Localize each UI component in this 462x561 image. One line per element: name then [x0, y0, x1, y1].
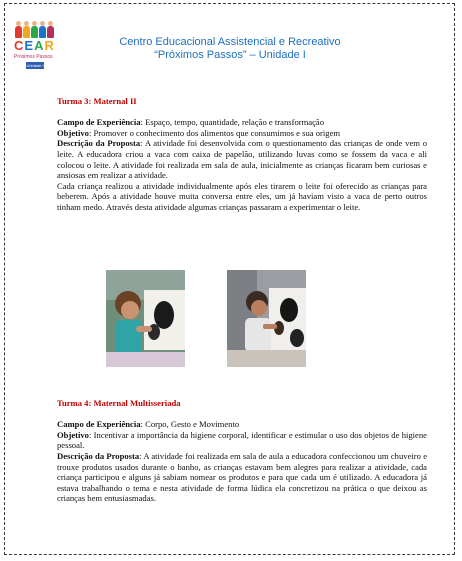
turma4-objetivo: Objetivo: Incentivar a importância da higiene corporal, identificar e estimular o uso dos objetos de higiene pessoal.: [57, 429, 427, 451]
turma3-name: Maternal II: [93, 96, 137, 106]
logo-subtitle: Próximos Passos: [14, 54, 53, 60]
turma4-campo: Campo de Experiência: Corpo, Gesto e Movimento: [57, 419, 240, 430]
cear-logo: [12, 24, 56, 78]
turma3-heading: Turma 3: Maternal II: [57, 96, 137, 106]
activity-photo-2: [227, 270, 306, 367]
turma3-objetivo: Objetivo: Promover o conhecimento dos alimentos que consumimos e sua origem: [57, 127, 341, 138]
turma3-paragraph-2: Cada criança realizou a atividade individualmente após eles tirarem o leite foi oferecido as crianças para beberem. Após a atividade houve muita conversa entre eles, um já haviam visto a vaca de perto outros tinham medo. Através desta atividade algumas crianças passaram a experimentar o leite.: [57, 180, 427, 212]
turma3-campo: Campo de Experiência: Espaço, tempo, quantidade, relação e transformação: [57, 117, 325, 128]
activity-photo-1: [106, 270, 185, 367]
turma4-name: Maternal Multisseriada: [93, 398, 181, 408]
logo-children-icon: [15, 24, 53, 38]
logo-name: CEAR: [14, 38, 55, 53]
document-header: [60, 36, 400, 62]
header-line-2: “Próximos Passos” – Unidade I: [154, 49, 306, 61]
header-line-1: Centro Educacional Assistencial e Recreativo: [119, 36, 341, 48]
turma4-descricao: Descrição da Proposta: A atividade foi realizada em sala de aula a educadora confeccionou um chuveiro e trouxe produtos usados durante o banho, as crianças estavam bem alegres para realizar a atividade, cada criança participou e alguns já sabiam nomear os produtos e para que cada um é utilizado. A educadora já estava trabalhando o tema e nesta atividade de forma lúdica ela concretizou na prática o que deixou as crianças bem entusiasmadas.: [57, 450, 428, 504]
turma3-section: [57, 96, 427, 213]
turma3-descricao: Descrição da Proposta: A atividade foi desenvolvida com o questionamento das crianças de onde vem o leite. A educadora criou a vaca com caixa de papelão, utilizando luvas como se fossem da vaca e ali colocou o leite. A atividade foi realizada em sala de aula, inicialmente as crianças ficaram bem curiosas e ansiosas em realizar a atividade.: [57, 138, 427, 181]
turma4-section: [57, 398, 427, 504]
turma4-heading: Turma 4: Maternal Multisseriada: [57, 398, 181, 408]
logo-tag: Unidade I: [26, 63, 44, 68]
